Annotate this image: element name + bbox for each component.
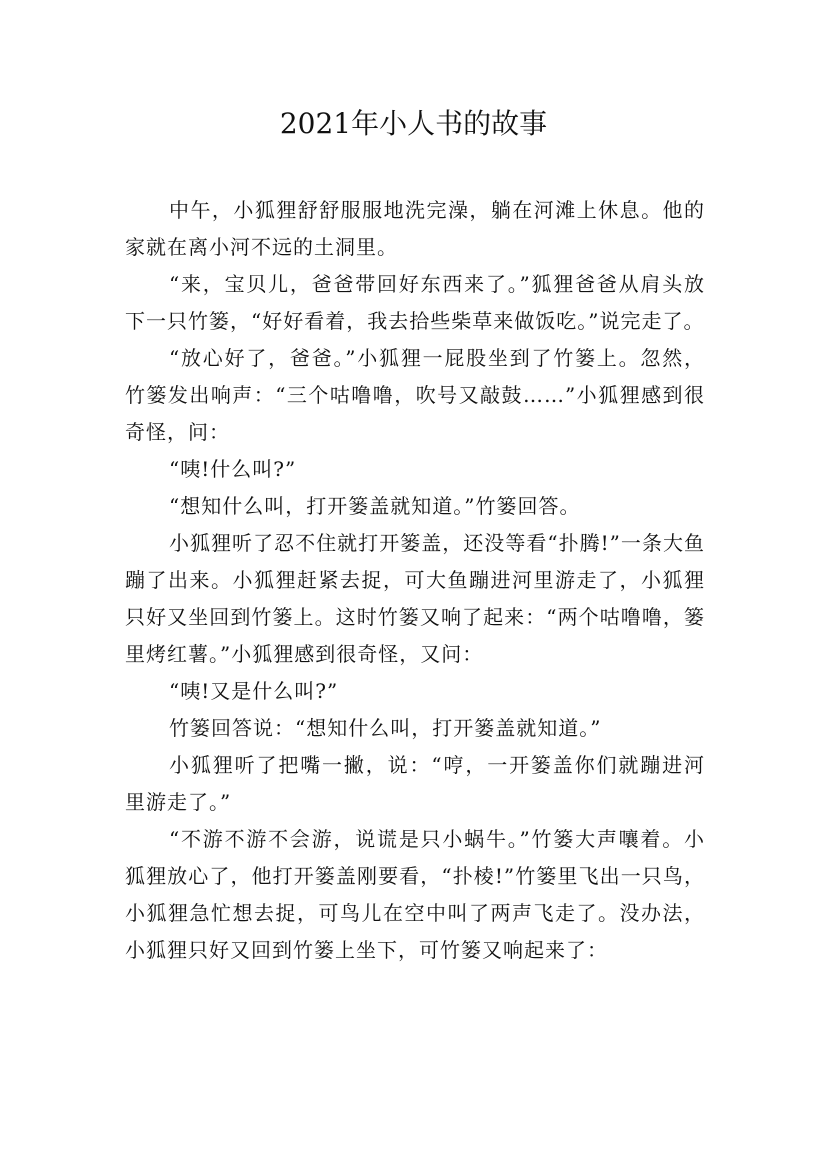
paragraph: “咦!什么叫?” [169,457,297,481]
paragraph: 中午，小狐狸舒舒服服地洗完澡，躺在河滩上休息。他的家就在离小河不远的土洞里。 [125,198,705,259]
paragraph: “想知什么叫，打开篓盖就知道。”竹篓回答。 [169,494,581,518]
paragraph: 小狐狸听了把嘴一撇，说：“哼，一开篓盖你们就蹦进河里游走了。” [125,753,705,814]
paragraph: 小狐狸听了忍不住就打开篓盖，还没等看“扑腾!”一条大鱼蹦了出来。小狐狸赶紧去捉，可大鱼蹦进河里游走了，小狐狸只好又坐回到竹篓上。这时竹篓又响了起来：“两个咕噜噜，篓里烤红薯。”小狐狸感到很奇怪，又问： [125,531,705,666]
paragraph: 竹篓回答说：“想知什么叫，打开篓盖就知道。” [169,716,602,740]
paragraph: “放心好了，爸爸。”小狐狸一屁股坐到了竹篓上。忽然，竹篓发出响声：“三个咕噜噜，吹号又敲鼓……”小狐狸感到很奇怪，问： [125,346,705,444]
document-body [125,192,705,969]
paragraph: “咦!又是什么叫?” [169,679,339,703]
paragraph: “不游不游不会游，说谎是只小蜗牛。”竹篓大声嚷着。小狐狸放心了，他打开篓盖刚要看，“扑棱!”竹篓里飞出一只鸟，小狐狸急忙想去捉，可鸟儿在空中叫了两声飞走了。没办法，小狐狸只好又回到竹篓上坐下，可竹篓又响起来了： [125,827,705,962]
document-title: 2021年小人书的故事 [279,107,548,140]
paragraph: “来，宝贝儿，爸爸带回好东西来了。”狐狸爸爸从肩头放下一只竹篓，“好好看着，我去拾些柴草来做饭吃。”说完走了。 [125,272,705,333]
